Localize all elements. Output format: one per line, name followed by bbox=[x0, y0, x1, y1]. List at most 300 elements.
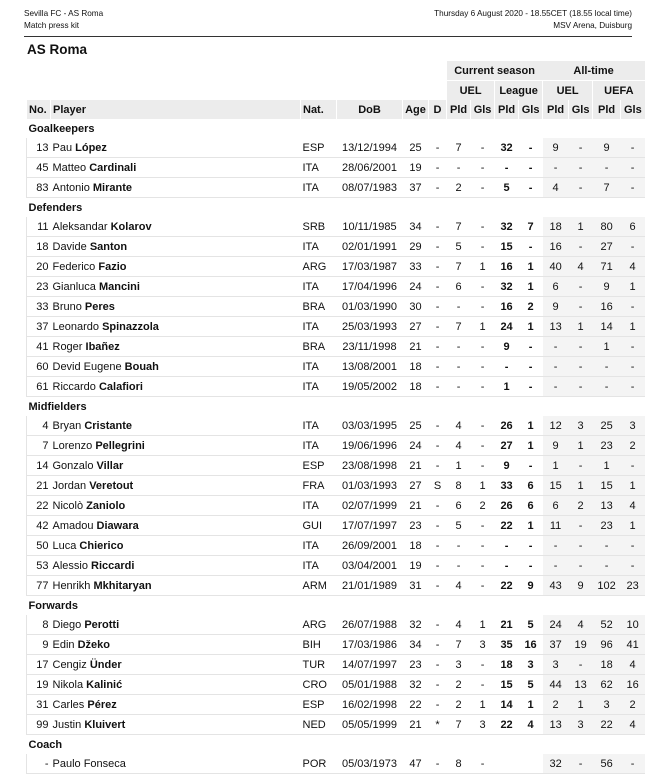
section-title: Goalkeepers bbox=[27, 119, 645, 138]
stat-league-pld: 33 bbox=[495, 476, 519, 496]
stat-uel-gls: - bbox=[471, 377, 495, 397]
player-age: 21 bbox=[403, 456, 429, 476]
player-age: 30 bbox=[403, 297, 429, 317]
stat-uel-gls: - bbox=[471, 456, 495, 476]
player-last-name: Kolarov bbox=[110, 220, 152, 233]
player-number: 37 bbox=[27, 317, 51, 337]
player-name bbox=[51, 695, 301, 715]
player-first-name: Alessio bbox=[52, 559, 88, 572]
player-first-name: Paulo Fonseca bbox=[52, 757, 126, 770]
stat-uefa-pld: 80 bbox=[593, 217, 621, 237]
player-last-name: Cristante bbox=[84, 419, 132, 432]
player-last-name: Spinazzola bbox=[102, 320, 159, 333]
stat-uel-alltime-gls: - bbox=[569, 178, 593, 198]
player-age: 21 bbox=[403, 715, 429, 735]
player-name bbox=[51, 337, 301, 357]
stat-uefa-gls: 1 bbox=[621, 476, 645, 496]
stat-uel-alltime-pld: - bbox=[543, 357, 569, 377]
stat-uel-alltime-gls: 4 bbox=[569, 257, 593, 277]
stat-uefa-pld: 71 bbox=[593, 257, 621, 277]
player-name bbox=[51, 297, 301, 317]
match-title: Sevilla FC - AS Roma bbox=[24, 9, 104, 18]
player-name bbox=[51, 456, 301, 476]
player-last-name: Mancini bbox=[98, 280, 140, 293]
stat-uefa-pld: - bbox=[593, 377, 621, 397]
stat-uefa-gls: - bbox=[621, 556, 645, 576]
stat-uel-alltime-gls: - bbox=[569, 377, 593, 397]
stat-uel-alltime-gls: 2 bbox=[569, 496, 593, 516]
table-row bbox=[27, 217, 645, 237]
player-nationality: ARM bbox=[301, 576, 337, 596]
table-row bbox=[27, 257, 645, 277]
stat-uefa-pld: 18 bbox=[593, 655, 621, 675]
player-d: - bbox=[429, 377, 447, 397]
stat-uefa-gls: 3 bbox=[621, 416, 645, 436]
stat-league-pld: 14 bbox=[495, 695, 519, 715]
stat-uefa-gls: 2 bbox=[621, 695, 645, 715]
stat-uefa-pld: 3 bbox=[593, 695, 621, 715]
player-nationality: ARG bbox=[301, 615, 337, 635]
player-nationality: GUI bbox=[301, 516, 337, 536]
stat-uel-gls: - bbox=[471, 536, 495, 556]
stat-uel-gls: - bbox=[471, 416, 495, 436]
stat-uel-alltime-gls: - bbox=[569, 158, 593, 178]
section-title: Forwards bbox=[27, 596, 645, 616]
player-dob: 17/07/1997 bbox=[337, 516, 403, 536]
player-age: 19 bbox=[403, 158, 429, 178]
stat-uel-gls: - bbox=[471, 436, 495, 456]
stat-uefa-pld: 15 bbox=[593, 476, 621, 496]
stat-league-gls: 16 bbox=[519, 635, 543, 655]
stat-league-pld bbox=[495, 754, 519, 774]
stat-uefa-pld: - bbox=[593, 158, 621, 178]
player-nationality: ESP bbox=[301, 695, 337, 715]
player-nationality: BRA bbox=[301, 337, 337, 357]
player-name bbox=[51, 556, 301, 576]
stat-league-gls: 5 bbox=[519, 675, 543, 695]
stat-uel-alltime-pld: 9 bbox=[543, 297, 569, 317]
player-age: 25 bbox=[403, 138, 429, 158]
stat-uefa-pld: 23 bbox=[593, 516, 621, 536]
player-first-name: Riccardo bbox=[52, 380, 96, 393]
stat-league-gls: - bbox=[519, 536, 543, 556]
player-d: - bbox=[429, 158, 447, 178]
player-first-name: Devid Eugene bbox=[52, 360, 122, 373]
player-d: - bbox=[429, 576, 447, 596]
table-row bbox=[27, 138, 645, 158]
section-title: Midfielders bbox=[27, 397, 645, 417]
player-name bbox=[51, 138, 301, 158]
player-number: 21 bbox=[27, 476, 51, 496]
player-d: - bbox=[429, 357, 447, 377]
player-first-name: Bryan bbox=[52, 419, 82, 432]
stat-uefa-pld: 14 bbox=[593, 317, 621, 337]
player-d: - bbox=[429, 237, 447, 257]
player-name bbox=[51, 158, 301, 178]
player-first-name: Antonio bbox=[52, 181, 90, 194]
player-last-name: Bouah bbox=[124, 360, 159, 373]
stat-league-pld: - bbox=[495, 536, 519, 556]
stat-uel-gls: - bbox=[471, 217, 495, 237]
player-last-name: Zaniolo bbox=[86, 499, 126, 512]
table-row bbox=[27, 715, 645, 735]
player-age: 34 bbox=[403, 217, 429, 237]
stat-uefa-gls: - bbox=[621, 357, 645, 377]
player-number: 17 bbox=[27, 655, 51, 675]
player-d: - bbox=[429, 178, 447, 198]
match-venue: MSV Arena, Duisburg bbox=[553, 21, 632, 30]
table-row bbox=[27, 237, 645, 257]
player-number: 19 bbox=[27, 675, 51, 695]
player-first-name: Nikola bbox=[52, 678, 84, 691]
stat-uel-alltime-pld: - bbox=[543, 337, 569, 357]
player-last-name: Džeko bbox=[77, 638, 110, 651]
player-last-name: Kluivert bbox=[84, 718, 126, 731]
match-datetime: Thursday 6 August 2020 - 18.55CET (18.55 local time) bbox=[434, 9, 632, 18]
stat-uel-alltime-gls: - bbox=[569, 536, 593, 556]
player-number: 11 bbox=[27, 217, 51, 237]
stat-uel-pld: 8 bbox=[447, 476, 471, 496]
stat-league-pld: 32 bbox=[495, 138, 519, 158]
player-d: - bbox=[429, 754, 447, 774]
player-dob: 01/03/1990 bbox=[337, 297, 403, 317]
stat-league-gls: 3 bbox=[519, 655, 543, 675]
stat-uel-alltime-pld: 11 bbox=[543, 516, 569, 536]
stat-uefa-pld: 1 bbox=[593, 337, 621, 357]
player-nationality: ITA bbox=[301, 357, 337, 377]
table-row bbox=[27, 436, 645, 456]
player-name bbox=[51, 536, 301, 556]
player-number: 61 bbox=[27, 377, 51, 397]
player-last-name: Mkhitaryan bbox=[93, 579, 152, 592]
player-age: 24 bbox=[403, 277, 429, 297]
stat-league-pld: 15 bbox=[495, 237, 519, 257]
player-dob: 02/07/1999 bbox=[337, 496, 403, 516]
player-dob: 17/03/1987 bbox=[337, 257, 403, 277]
stat-uefa-pld: 9 bbox=[593, 138, 621, 158]
stat-uefa-pld: - bbox=[593, 556, 621, 576]
col-pld: Pld bbox=[447, 100, 471, 119]
stat-uefa-gls: - bbox=[621, 178, 645, 198]
stat-uefa-pld: - bbox=[593, 536, 621, 556]
player-first-name: Bruno bbox=[52, 300, 82, 313]
stat-uefa-pld: 7 bbox=[593, 178, 621, 198]
table-row bbox=[27, 158, 645, 178]
player-age: 18 bbox=[403, 357, 429, 377]
player-name bbox=[51, 715, 301, 735]
stat-league-gls: - bbox=[519, 178, 543, 198]
stat-league-gls: 6 bbox=[519, 496, 543, 516]
player-age: 23 bbox=[403, 655, 429, 675]
subgroup-uefa: UEFA bbox=[593, 81, 645, 101]
player-d: - bbox=[429, 536, 447, 556]
stat-uel-alltime-pld: 4 bbox=[543, 178, 569, 198]
player-d: - bbox=[429, 337, 447, 357]
player-nationality: ITA bbox=[301, 536, 337, 556]
stat-league-gls: 5 bbox=[519, 615, 543, 635]
stat-uel-gls: 2 bbox=[471, 496, 495, 516]
section-header bbox=[27, 397, 645, 417]
stat-uel-alltime-pld: 3 bbox=[543, 655, 569, 675]
player-nationality: TUR bbox=[301, 655, 337, 675]
stat-uel-pld: 4 bbox=[447, 416, 471, 436]
stat-uefa-gls: 6 bbox=[621, 217, 645, 237]
player-number: 60 bbox=[27, 357, 51, 377]
stat-uel-gls: - bbox=[471, 556, 495, 576]
stat-uefa-gls: - bbox=[621, 158, 645, 178]
player-first-name: Henrikh bbox=[52, 579, 91, 592]
player-name bbox=[51, 436, 301, 456]
player-age: 27 bbox=[403, 317, 429, 337]
stat-uel-pld: 7 bbox=[447, 257, 471, 277]
stat-uel-alltime-gls: 1 bbox=[569, 695, 593, 715]
stat-uel-alltime-pld: 32 bbox=[543, 754, 569, 774]
player-d: - bbox=[429, 138, 447, 158]
player-first-name: Luca bbox=[52, 539, 77, 552]
player-name bbox=[51, 615, 301, 635]
table-row bbox=[27, 297, 645, 317]
stat-league-pld: 18 bbox=[495, 655, 519, 675]
stat-uel-pld: 4 bbox=[447, 576, 471, 596]
stat-uel-pld: - bbox=[447, 377, 471, 397]
stat-uel-pld: 4 bbox=[447, 436, 471, 456]
stat-uel-alltime-pld: 18 bbox=[543, 217, 569, 237]
player-number: 9 bbox=[27, 635, 51, 655]
player-number: 33 bbox=[27, 297, 51, 317]
stat-uefa-pld: - bbox=[593, 357, 621, 377]
stat-uel-alltime-gls: - bbox=[569, 337, 593, 357]
player-d: - bbox=[429, 217, 447, 237]
player-last-name: Veretout bbox=[89, 479, 134, 492]
stat-league-pld: 32 bbox=[495, 277, 519, 297]
col-gls: Gls bbox=[569, 100, 593, 119]
subgroup-uel-current: UEL bbox=[447, 81, 495, 101]
section-header bbox=[27, 596, 645, 616]
stat-uel-alltime-pld: 24 bbox=[543, 615, 569, 635]
player-first-name: Amadou bbox=[52, 519, 94, 532]
stat-uel-gls: - bbox=[471, 158, 495, 178]
stat-uel-pld: 7 bbox=[447, 317, 471, 337]
stat-league-pld: 16 bbox=[495, 257, 519, 277]
player-dob: 03/04/2001 bbox=[337, 556, 403, 576]
stat-uel-pld: 8 bbox=[447, 754, 471, 774]
col-nat: Nat. bbox=[301, 100, 337, 119]
player-age: 18 bbox=[403, 377, 429, 397]
player-d: - bbox=[429, 695, 447, 715]
stat-uefa-gls: - bbox=[621, 754, 645, 774]
stat-league-gls: - bbox=[519, 138, 543, 158]
stat-uel-alltime-pld: - bbox=[543, 536, 569, 556]
stat-uel-alltime-pld: 2 bbox=[543, 695, 569, 715]
stat-league-pld: 16 bbox=[495, 297, 519, 317]
stat-league-gls: 9 bbox=[519, 576, 543, 596]
col-pld: Pld bbox=[593, 100, 621, 119]
stat-league-gls: 1 bbox=[519, 257, 543, 277]
player-number: 42 bbox=[27, 516, 51, 536]
stat-league-gls: - bbox=[519, 158, 543, 178]
player-number: - bbox=[27, 754, 51, 774]
player-dob: 05/05/1999 bbox=[337, 715, 403, 735]
player-dob: 28/06/2001 bbox=[337, 158, 403, 178]
player-dob: 26/09/2001 bbox=[337, 536, 403, 556]
stat-uefa-gls: - bbox=[621, 138, 645, 158]
stat-uel-gls: - bbox=[471, 516, 495, 536]
player-age: 32 bbox=[403, 675, 429, 695]
stat-uefa-gls: - bbox=[621, 237, 645, 257]
player-number: 31 bbox=[27, 695, 51, 715]
stat-uel-gls: - bbox=[471, 337, 495, 357]
stat-uel-alltime-gls: - bbox=[569, 456, 593, 476]
stat-uel-pld: 4 bbox=[447, 615, 471, 635]
player-d: S bbox=[429, 476, 447, 496]
col-player: Player bbox=[51, 100, 301, 119]
player-last-name: Perotti bbox=[84, 618, 120, 631]
col-gls: Gls bbox=[519, 100, 543, 119]
player-last-name: Santon bbox=[89, 240, 128, 253]
stat-league-pld: 26 bbox=[495, 496, 519, 516]
col-pld: Pld bbox=[543, 100, 569, 119]
stat-uel-pld: - bbox=[447, 337, 471, 357]
player-first-name: Leonardo bbox=[52, 320, 99, 333]
stat-uel-gls: - bbox=[471, 297, 495, 317]
player-first-name: Federico bbox=[52, 260, 96, 273]
player-age: 19 bbox=[403, 556, 429, 576]
stat-league-gls: 1 bbox=[519, 317, 543, 337]
player-d: - bbox=[429, 615, 447, 635]
stat-uefa-pld: 16 bbox=[593, 297, 621, 317]
stat-uefa-gls: 16 bbox=[621, 675, 645, 695]
player-name bbox=[51, 416, 301, 436]
player-d: * bbox=[429, 715, 447, 735]
stat-uel-gls: 1 bbox=[471, 257, 495, 277]
table-row bbox=[27, 456, 645, 476]
stat-league-gls: 7 bbox=[519, 217, 543, 237]
player-first-name: Gonzalo bbox=[52, 459, 94, 472]
col-gls: Gls bbox=[471, 100, 495, 119]
stat-uel-pld: - bbox=[447, 357, 471, 377]
stat-league-pld: 27 bbox=[495, 436, 519, 456]
stat-uel-alltime-gls: - bbox=[569, 357, 593, 377]
player-nationality: BIH bbox=[301, 635, 337, 655]
stat-uel-gls: - bbox=[471, 655, 495, 675]
player-nationality: ITA bbox=[301, 377, 337, 397]
stat-uefa-gls: 2 bbox=[621, 436, 645, 456]
stat-uefa-gls: - bbox=[621, 297, 645, 317]
player-dob: 17/03/1986 bbox=[337, 635, 403, 655]
player-last-name: Peres bbox=[84, 300, 115, 313]
player-number: 45 bbox=[27, 158, 51, 178]
stat-uefa-gls: - bbox=[621, 456, 645, 476]
stat-uel-gls: - bbox=[471, 138, 495, 158]
stat-league-pld: 1 bbox=[495, 377, 519, 397]
stat-league-gls: 1 bbox=[519, 436, 543, 456]
stat-uel-alltime-pld: - bbox=[543, 556, 569, 576]
stat-uel-alltime-gls: - bbox=[569, 655, 593, 675]
player-first-name: Diego bbox=[52, 618, 82, 631]
player-first-name: Pau bbox=[52, 141, 73, 154]
col-gls: Gls bbox=[621, 100, 645, 119]
stat-uel-alltime-gls: - bbox=[569, 277, 593, 297]
stat-uel-alltime-gls: 13 bbox=[569, 675, 593, 695]
stat-uel-alltime-gls: 1 bbox=[569, 217, 593, 237]
stat-uefa-gls: 41 bbox=[621, 635, 645, 655]
stat-uel-alltime-pld: 43 bbox=[543, 576, 569, 596]
player-number: 4 bbox=[27, 416, 51, 436]
stat-uel-alltime-pld: 9 bbox=[543, 436, 569, 456]
player-d: - bbox=[429, 436, 447, 456]
player-dob: 08/07/1983 bbox=[337, 178, 403, 198]
stat-uel-alltime-gls: 1 bbox=[569, 317, 593, 337]
player-d: - bbox=[429, 556, 447, 576]
stat-uefa-gls: 4 bbox=[621, 715, 645, 735]
stat-league-pld: - bbox=[495, 357, 519, 377]
stat-uel-pld: 2 bbox=[447, 695, 471, 715]
table-row bbox=[27, 615, 645, 635]
player-d: - bbox=[429, 655, 447, 675]
stat-uel-pld: 2 bbox=[447, 675, 471, 695]
player-age: 21 bbox=[403, 337, 429, 357]
stat-league-pld: 9 bbox=[495, 337, 519, 357]
stat-uel-alltime-pld: 15 bbox=[543, 476, 569, 496]
player-number: 7 bbox=[27, 436, 51, 456]
stat-uefa-pld: 25 bbox=[593, 416, 621, 436]
stat-uefa-gls: - bbox=[621, 377, 645, 397]
table-row bbox=[27, 556, 645, 576]
table-row bbox=[27, 655, 645, 675]
table-row bbox=[27, 695, 645, 715]
player-number: 20 bbox=[27, 257, 51, 277]
stat-league-gls: 2 bbox=[519, 297, 543, 317]
table-row bbox=[27, 516, 645, 536]
stat-uel-alltime-pld: 1 bbox=[543, 456, 569, 476]
stat-uel-alltime-gls: 1 bbox=[569, 436, 593, 456]
player-nationality: ITA bbox=[301, 237, 337, 257]
stat-league-pld: - bbox=[495, 556, 519, 576]
player-age: 29 bbox=[403, 237, 429, 257]
stat-uefa-gls: 23 bbox=[621, 576, 645, 596]
group-all-time: All-time bbox=[543, 61, 645, 81]
stat-uefa-gls: 4 bbox=[621, 496, 645, 516]
player-age: 24 bbox=[403, 436, 429, 456]
stat-uel-alltime-gls: 19 bbox=[569, 635, 593, 655]
squad-table bbox=[26, 61, 645, 774]
stat-uel-alltime-pld: 16 bbox=[543, 237, 569, 257]
player-name bbox=[51, 655, 301, 675]
player-d: - bbox=[429, 317, 447, 337]
player-name bbox=[51, 257, 301, 277]
player-d: - bbox=[429, 277, 447, 297]
stat-uel-pld: 7 bbox=[447, 138, 471, 158]
stat-uefa-pld: 23 bbox=[593, 436, 621, 456]
stat-league-gls bbox=[519, 754, 543, 774]
player-number: 53 bbox=[27, 556, 51, 576]
stat-uel-gls: 1 bbox=[471, 695, 495, 715]
table-row bbox=[27, 635, 645, 655]
player-d: - bbox=[429, 496, 447, 516]
player-dob: 01/03/1993 bbox=[337, 476, 403, 496]
stat-uefa-gls: - bbox=[621, 337, 645, 357]
stat-uel-pld: 6 bbox=[447, 277, 471, 297]
player-nationality: ITA bbox=[301, 317, 337, 337]
stat-uel-pld: - bbox=[447, 297, 471, 317]
stat-league-gls: 6 bbox=[519, 476, 543, 496]
stat-league-gls: 1 bbox=[519, 277, 543, 297]
player-name bbox=[51, 377, 301, 397]
player-number: 77 bbox=[27, 576, 51, 596]
col-pld: Pld bbox=[495, 100, 519, 119]
player-age: 32 bbox=[403, 615, 429, 635]
col-dob: DoB bbox=[337, 100, 403, 119]
